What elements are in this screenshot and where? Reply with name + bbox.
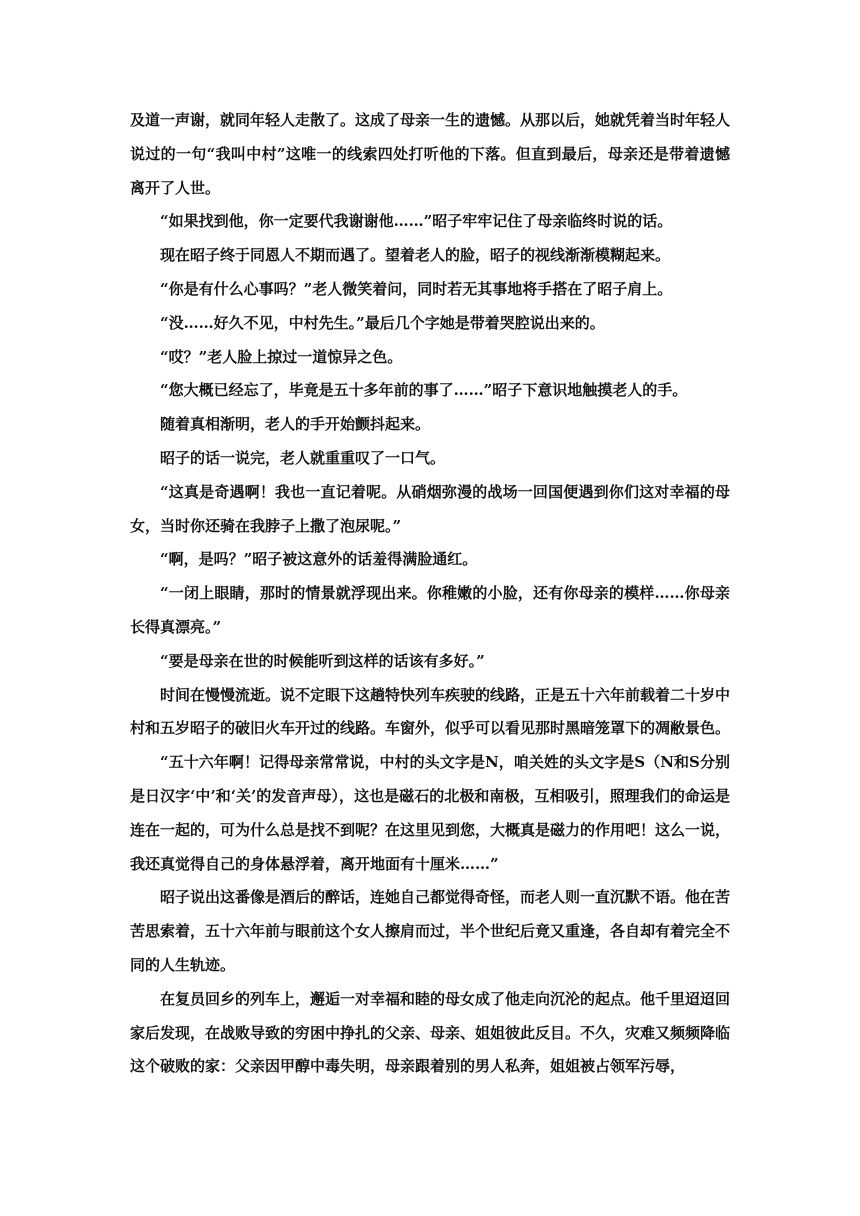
paragraph-4: “你是有什么心事吗？”老人微笑着问，同时若无其事地将手搭在了昭子肩上。 xyxy=(160,279,673,298)
document-body xyxy=(130,104,730,1084)
paragraph-1: 及道一声谢，就同年轻人走散了。这成了母亲一生的遗憾。从那以后，她就凭着当时年轻人说过的一句“我叫中村”这唯一的线索四处打听他的下落。但直到最后，母亲还是带着遗憾离开了人世。 xyxy=(130,111,731,197)
paragraph-3: 现在昭子终于同恩人不期而遇了。望着老人的脸，昭子的视线渐渐模糊起来。 xyxy=(160,246,671,265)
paragraph-2: “如果找到他，你一定要代我谢谢他……”昭子牢牢记住了母亲临终时说的话。 xyxy=(160,212,673,231)
paragraph-15: “五十六年啊！记得母亲常常说，中村的头文字是N，咱关姓的头文字是S（N和S分别是日汉字‘中’和‘关’的发音声母），这也是磁石的北极和南极，互相吸引，照理我们的命运是连在一起的，可为什么总是找不到呢？在这里见到您，大概真是磁力的作用吧！这么一说，我还真觉得自己的身体悬浮着，离开地面有十厘米……” xyxy=(130,753,731,873)
paragraph-6: “哎？”老人脸上掠过一道惊异之色。 xyxy=(160,347,403,366)
paragraph-10: “这真是奇遇啊！我也一直记着呢。从硝烟弥漫的战场一回国便遇到你们这对幸福的母女，当时你还骑在我脖子上撒了泡尿呢。” xyxy=(130,482,730,535)
paragraph-7: “您大概已经忘了，毕竟是五十多年前的事了……”昭子下意识地触摸老人的手。 xyxy=(160,381,688,400)
paragraph-8: 随着真相渐明，老人的手开始颤抖起来。 xyxy=(160,415,431,434)
paragraph-9: 昭子的话一说完，老人就重重叹了一口气。 xyxy=(160,448,446,467)
paragraph-14: 时间在慢慢流逝。说不定眼下这趟特快列车疾驶的线路，正是五十六年前载着二十岁中村和五岁昭子的破旧火车开过的线路。车窗外，似乎可以看见那时黑暗笼罩下的凋敝景色。 xyxy=(130,685,731,738)
paragraph-16: 昭子说出这番像是酒后的醉话，连她自己都觉得奇怪，而老人则一直沉默不语。他在苦苦思索着，五十六年前与眼前这个女人擦肩而过，半个世纪后竟又重逢，各自却有着完全不同的人生轨迹。 xyxy=(130,888,731,974)
paragraph-5: “没……好久不见，中村先生。”最后几个字她是带着哭腔说出来的。 xyxy=(160,313,605,332)
paragraph-11: “啊，是吗？”昭子被这意外的话羞得满脸通红。 xyxy=(160,550,478,569)
paragraph-13: “要是母亲在世的时候能听到这样的话该有多好。” xyxy=(160,651,485,670)
paragraph-12: “一闭上眼睛，那时的情景就浮现出来。你稚嫩的小脸，还有你母亲的模样……你母亲长得真漂亮。” xyxy=(130,584,730,636)
paragraph-17: 在复员回乡的列车上，邂逅一对幸福和睦的母女成了他走向沉沦的起点。他千里迢迢回家后发现，在战败导致的穷困中挣扎的父亲、母亲、姐姐彼此反目。不久，灾难又频频降临这个破败的家：父亲因甲醇中毒失明，母亲跟着别的男人私奔，姐姐被占领军污辱， xyxy=(130,989,731,1076)
